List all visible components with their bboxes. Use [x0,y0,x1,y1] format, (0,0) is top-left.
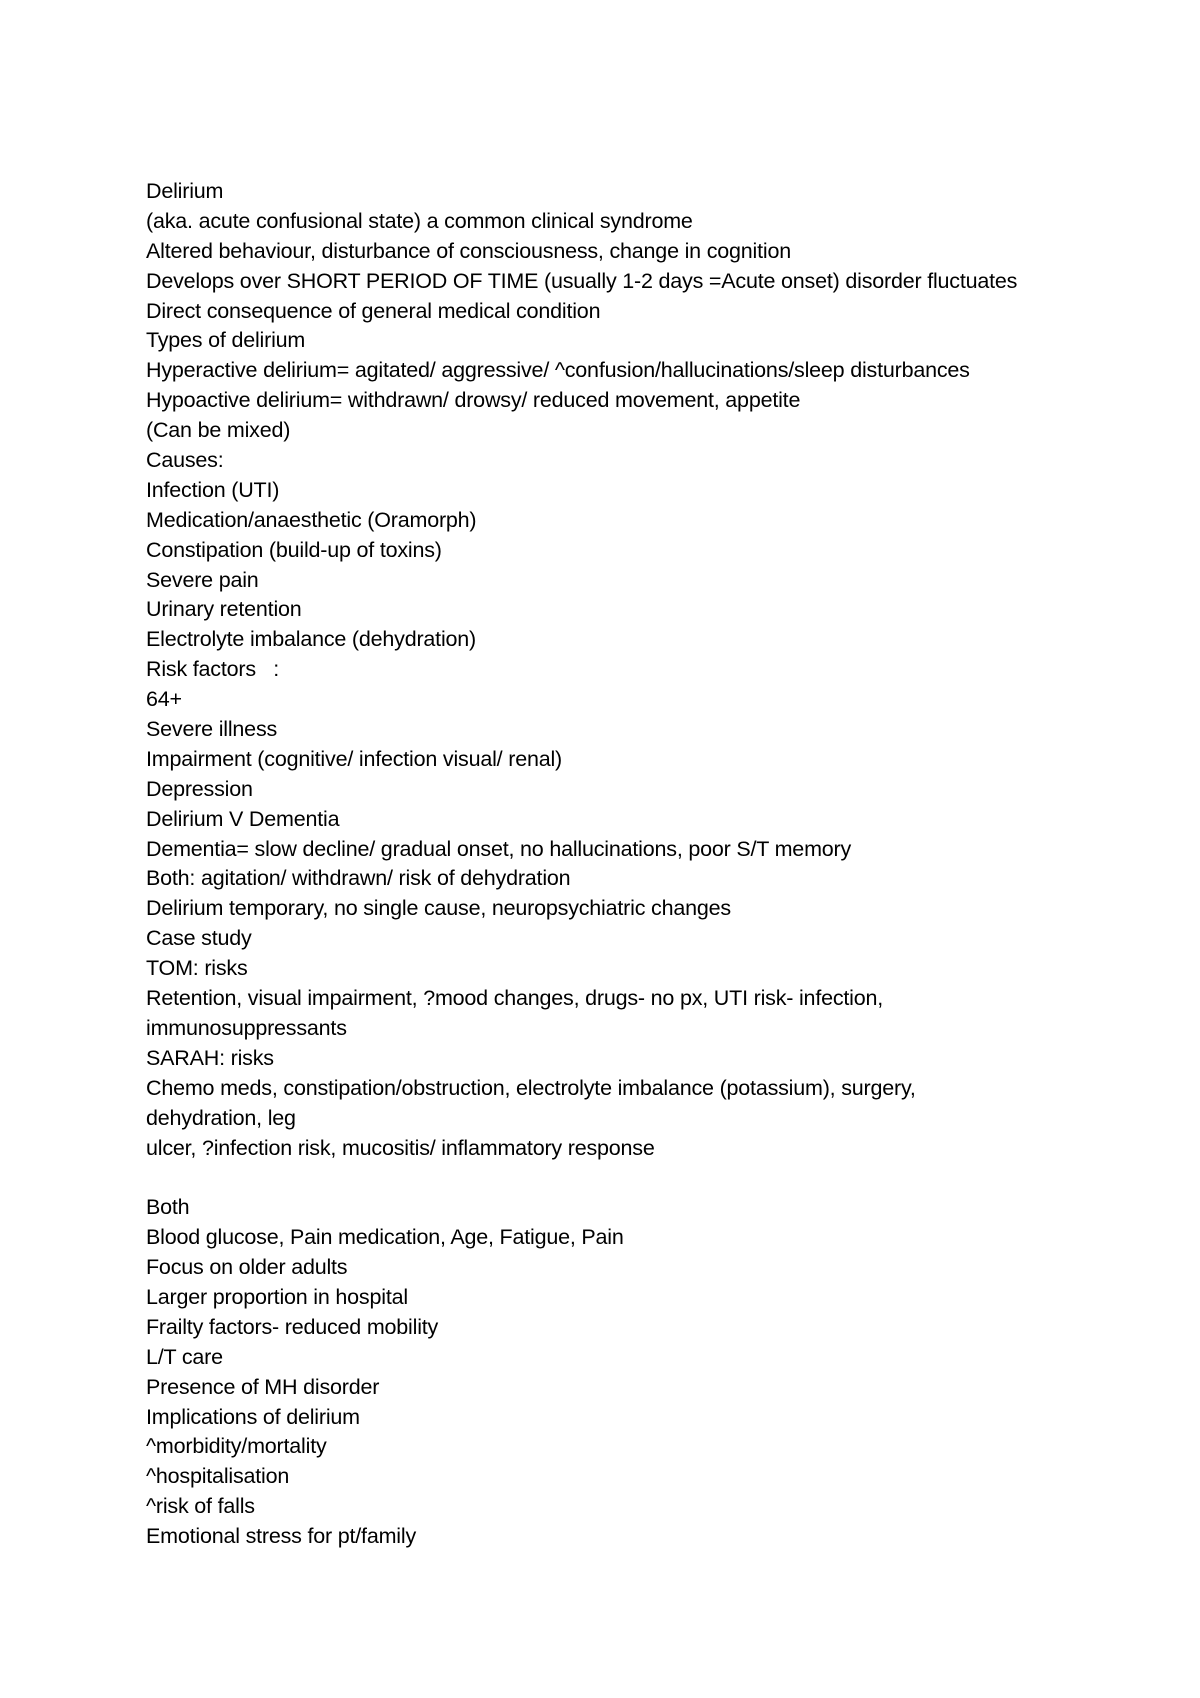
text-line: Delirium temporary, no single cause, neuropsychiatric changes [146,896,731,921]
text-line: Altered behaviour, disturbance of consciousness, change in cognition [146,238,791,263]
text-line: Frailty factors- reduced mobility [146,1314,439,1339]
text-line: TOM: risks [146,956,248,981]
text-line: 64+ [146,687,182,712]
text-line: ulcer, ?infection risk, mucositis/ inflammatory response [146,1135,655,1160]
text-line: Case study [146,926,252,951]
text-line: Emotional stress for pt/family [146,1524,417,1549]
notes-text-block [146,177,1146,1552]
text-line: Causes: [146,448,224,473]
text-line: Infection (UTI) [146,477,280,502]
text-line: L/T care [146,1344,223,1369]
text-line: Hypoactive delirium= withdrawn/ drowsy/ reduced movement, appetite [146,388,801,413]
text-line: Chemo meds, constipation/obstruction, electrolyte imbalance (potassium), surgery, [146,1075,916,1100]
text-line: ^hospitalisation [146,1464,290,1489]
text-line: (Can be mixed) [146,418,291,443]
text-line: Severe pain [146,567,259,592]
text-line: immunosuppressants [146,1015,347,1040]
text-line: Constipation (build-up of toxins) [146,537,442,562]
text-line: Dementia= slow decline/ gradual onset, no hallucinations, poor S/T memory [146,836,852,861]
text-line: Develops over SHORT PERIOD OF TIME (usually 1-2 days =Acute onset) disorder fluctuates [146,268,1018,293]
text-line: Electrolyte imbalance (dehydration) [146,627,476,652]
text-line: Direct consequence of general medical condition [146,298,601,323]
text-line: dehydration, leg [146,1105,296,1130]
text-line: Both [146,1195,190,1220]
text-line: Types of delirium [146,328,306,353]
text-line: Focus on older adults [146,1255,348,1280]
text-line: (aka. acute confusional state) a common clinical syndrome [146,208,693,233]
text-line: Delirium [146,179,224,203]
text-line: Presence of MH disorder [146,1374,380,1399]
text-line: Delirium V Dementia [146,806,340,831]
text-line [146,1163,1146,1193]
text-line: ^risk of falls [146,1494,255,1519]
text-line: Larger proportion in hospital [146,1284,408,1309]
text-line: Depression [146,776,253,801]
text-line: Hyperactive delirium= agitated/ aggressive/ ^confusion/hallucinations/sleep disturbances [146,358,970,383]
text-line: Implications of delirium [146,1404,360,1429]
text-line: Retention, visual impairment, ?mood changes, drugs- no px, UTI risk- infection, [146,986,884,1011]
text-line: Impairment (cognitive/ infection visual/ renal) [146,746,563,771]
text-line: Risk factors : [146,657,279,682]
text-line: Urinary retention [146,597,302,622]
text-line: ^morbidity/mortality [146,1434,327,1459]
text-line: Severe illness [146,717,278,742]
text-line: Blood glucose, Pain medication, Age, Fatigue, Pain [146,1225,624,1250]
text-line: Both: agitation/ withdrawn/ risk of dehydration [146,866,571,891]
text-line: Medication/anaesthetic (Oramorph) [146,507,477,532]
text-line: SARAH: risks [146,1045,274,1070]
